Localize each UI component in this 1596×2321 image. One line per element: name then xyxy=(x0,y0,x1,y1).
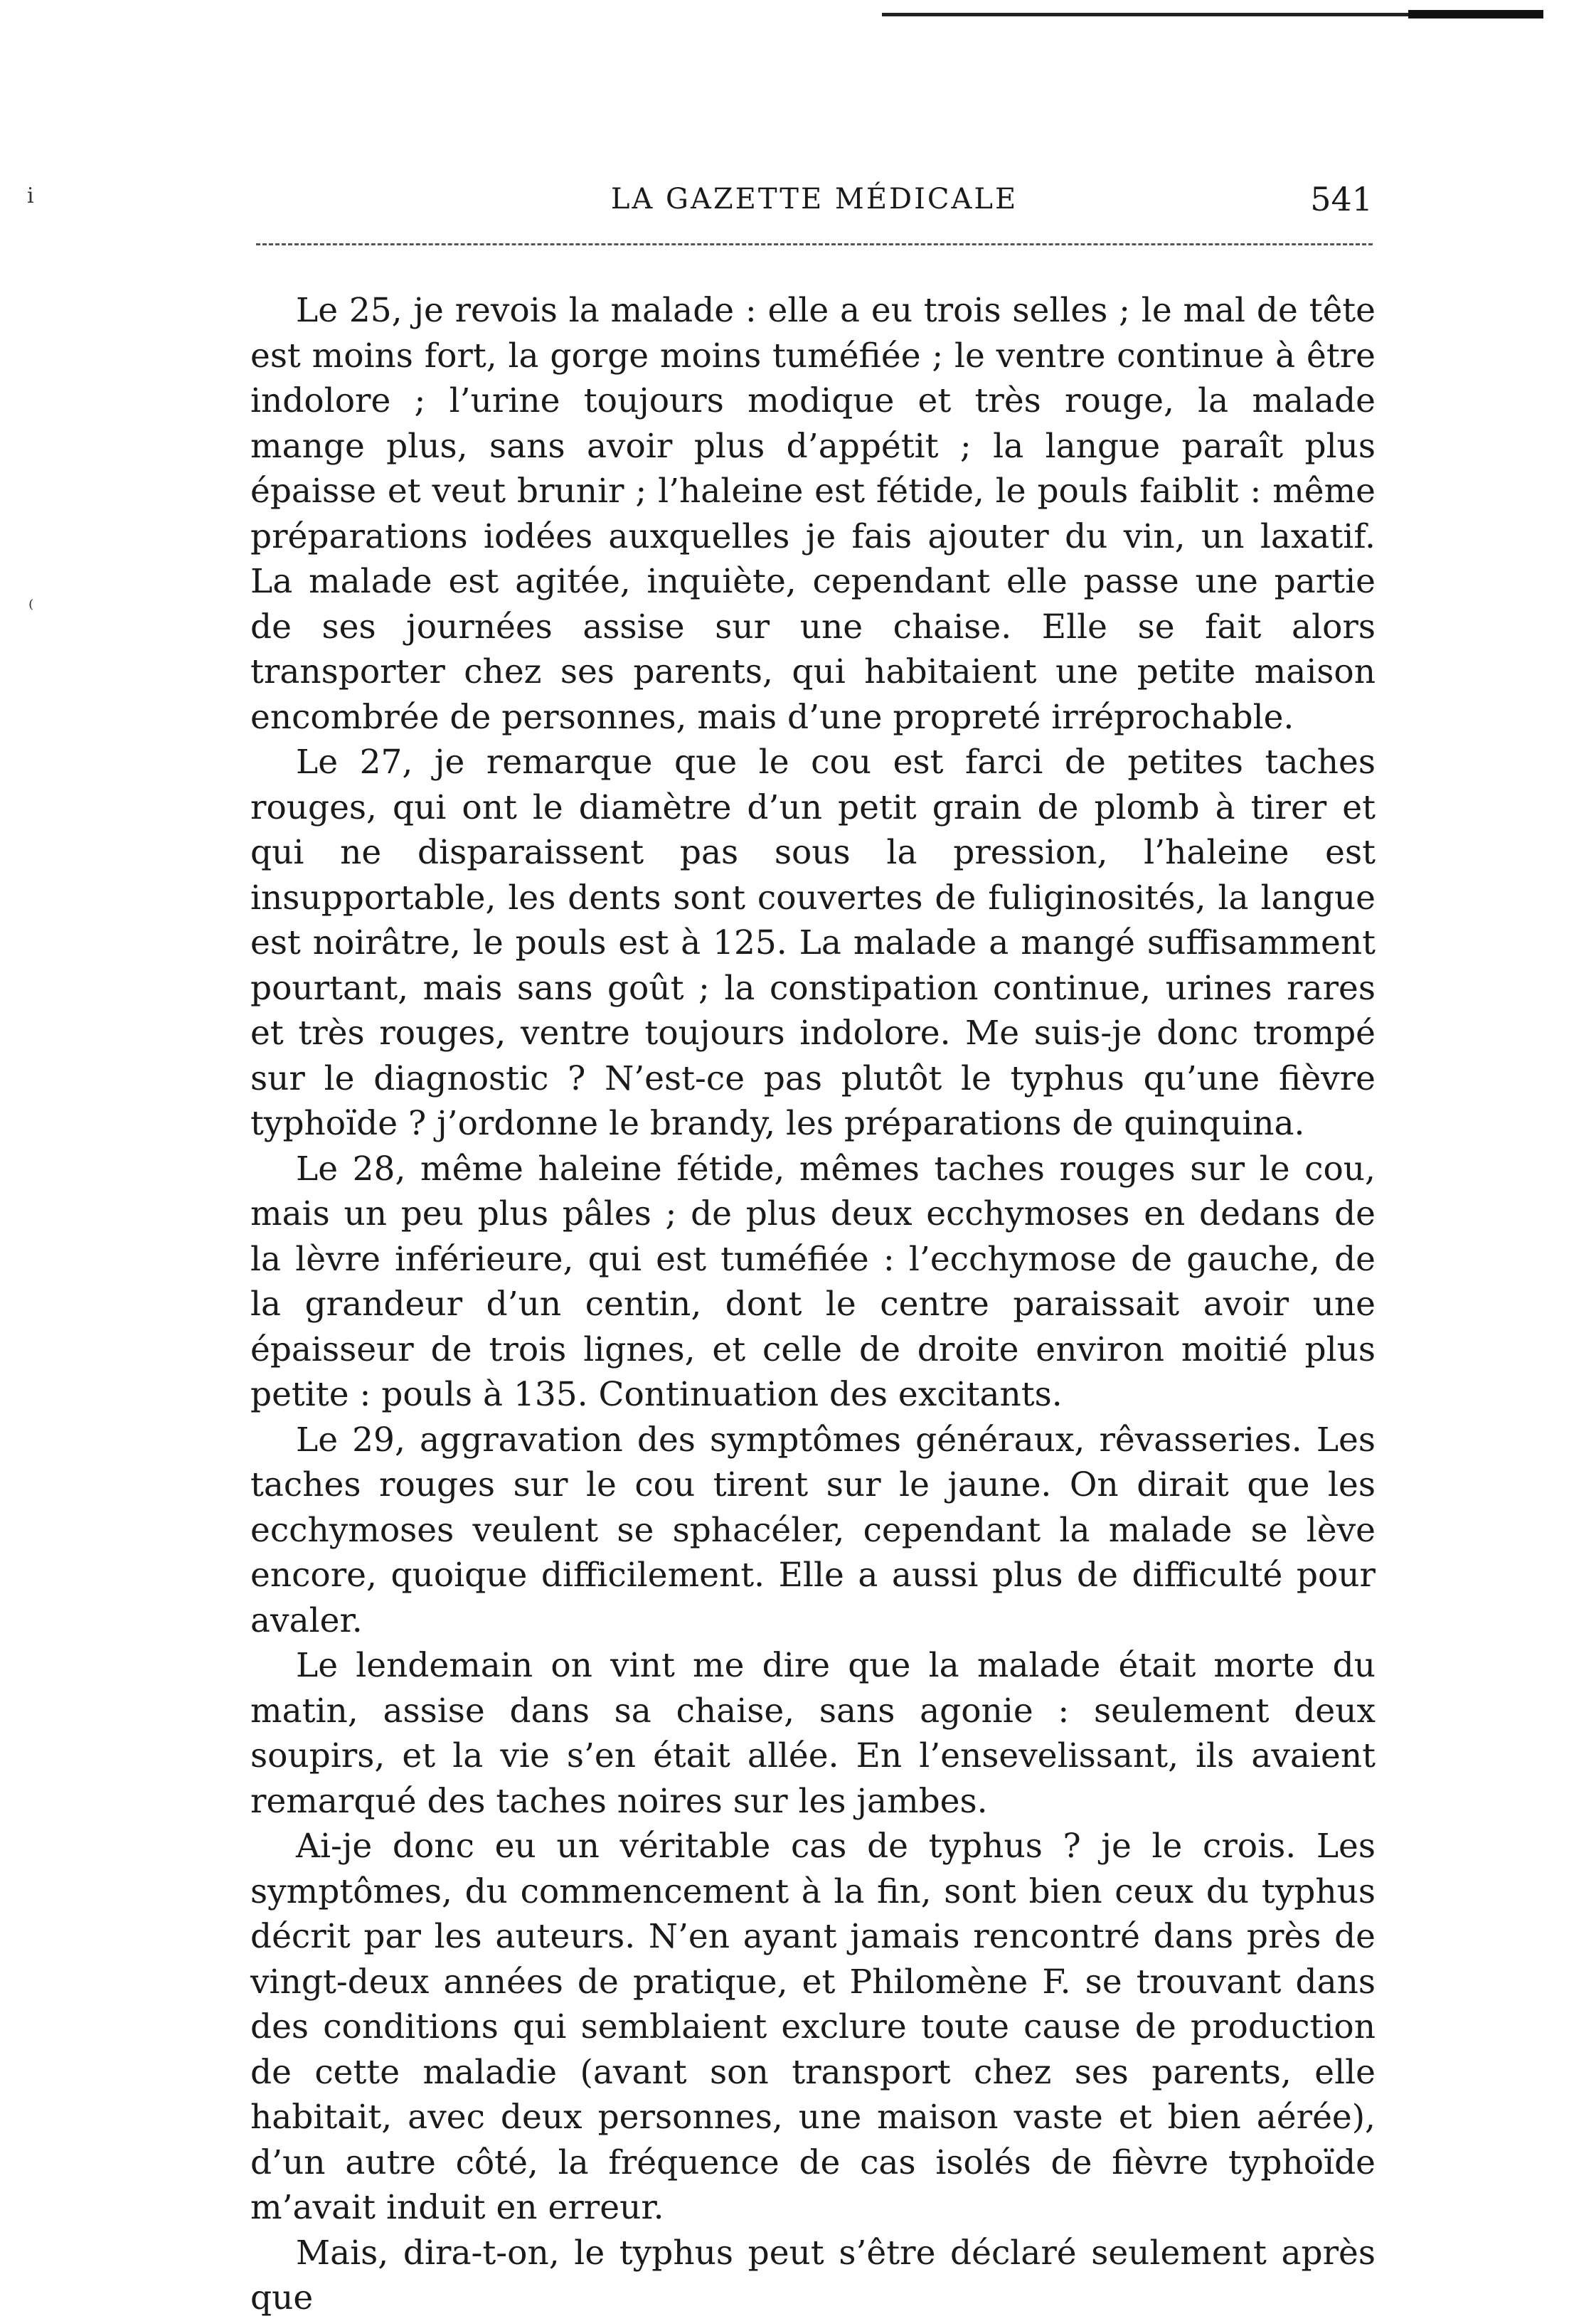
margin-mark: ⅰ xyxy=(27,184,34,208)
top-border-rule-thick xyxy=(1408,10,1543,18)
margin-mark: ⁽ xyxy=(28,596,34,621)
body-text xyxy=(250,288,1376,2321)
paragraph: Le 25, je revois la malade : elle a eu trois selles ; le mal de tête est moins fort, la gorge moins tuméfiée ; le ventre continue à être indolore ; l’urine toujours modique et très rouge, la malade mange plus, sans avoir plus d’appétit ; la langue paraît plus épaisse et veut brunir ; l’haleine est fétide, le pouls faiblit : même préparations iodées auxquelles je fais ajouter du vin, un laxatif. La malade est agitée, inquiète, cependant elle passe une partie de ses journées assise sur une chaise. Elle se fait alors transporter chez ses parents, qui habitaient une petite maison encombrée de personnes, mais d’une propreté irréprochable. xyxy=(250,291,1376,737)
header-rule xyxy=(256,243,1373,245)
page-number: 541 xyxy=(1310,180,1373,218)
running-title: LA GAZETTE MÉDICALE xyxy=(610,183,1018,216)
running-head xyxy=(256,178,1373,228)
paragraph: Mais, dira-t-on, le typhus peut s’être déclaré seulement après que xyxy=(250,2233,1376,2317)
paragraph: Le 27, je remarque que le cou est farci de petites taches rouges, qui ont le diamètre d’un petit grain de plomb à tirer et qui ne disparaissent pas sous la pression, l’haleine est insupportable, les dents sont couvertes de fuliginosités, la langue est noirâtre, le pouls est à 125. La malade a mangé suffisamment pourtant, mais sans goût ; la constipation continue, urines rares et très rouges, ventre toujours indolore. Me suis-je donc trompé sur le diagnostic ? N’est-ce pas plutôt le typhus qu’une fièvre typhoïde ? j’ordonne le brandy, les préparations de quinquina. xyxy=(250,743,1376,1143)
paragraph: Le 28, même haleine fétide, mêmes taches rouges sur le cou, mais un peu plus pâles ; de plus deux ecchymoses en dedans de la lèvre inférieure, qui est tuméfiée : l’ecchymose de gauche, de la grandeur d’un centin, dont le centre paraissait avoir une épaisseur de trois lignes, et celle de droite environ moitié plus petite : pouls à 135. Continuation des excitants. xyxy=(250,1149,1376,1414)
paragraph: Le lendemain on vint me dire que la malade était morte du matin, assise dans sa chaise, sans agonie : seulement deux soupirs, et la vie s’en était allée. En l’ensevelissant, ils avaient remarqué des taches noires sur les jambes. xyxy=(250,1646,1376,1821)
paragraph: Le 29, aggravation des symptômes généraux, rêvasseries. Les taches rouges sur le cou tirent sur le jaune. On dirait que les ecchymoses veulent se sphacéler, cependant la malade se lève encore, quoique difficilement. Elle a aussi plus de difficulté pour avaler. xyxy=(250,1420,1376,1640)
paragraph: Ai-je donc eu un véritable cas de typhus ? je le crois. Les symptômes, du commencement à la fin, sont bien ceux du typhus décrit par les auteurs. N’en ayant jamais rencontré dans près de vingt-deux années de pratique, et Philomène F. se trouvant dans des conditions qui semblaient exclure toute cause de production de cette maladie (avant son transport chez ses parents, elle habitait, avec deux personnes, une maison vaste et bien aérée), d’un autre côté, la fréquence de cas isolés de fièvre typhoïde m’avait induit en erreur. xyxy=(250,1827,1376,2227)
